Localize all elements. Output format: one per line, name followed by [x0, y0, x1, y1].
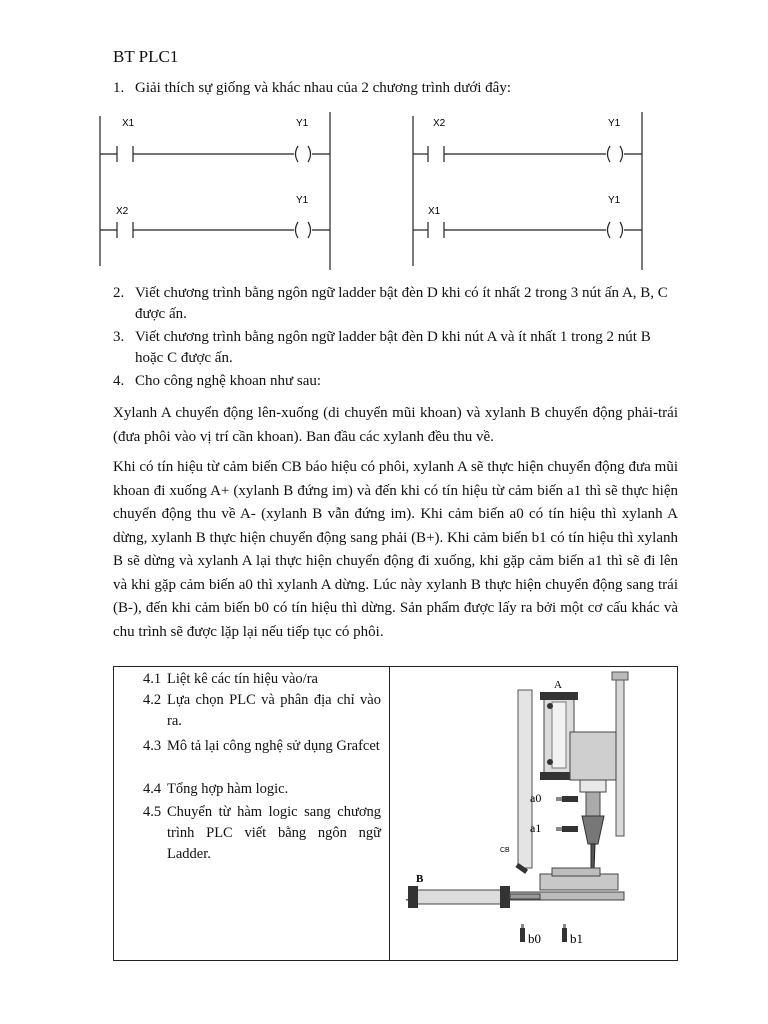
- ladder-right-rung2-coil: Y1: [608, 195, 621, 206]
- subtask-number: 4.1: [143, 671, 162, 687]
- question-text: Viết chương trình bằng ngôn ngữ ladder bật đèn D khi có ít nhất 2 trong 3 nút ấn A, B, C được ấn.: [135, 285, 668, 322]
- subtask-item: [143, 690, 381, 732]
- sensor-a0-label: a0: [530, 791, 542, 805]
- subtask-number: 4.4: [143, 781, 162, 797]
- ladder-diagrams: [90, 108, 650, 273]
- drilling-machine-figure: [392, 668, 676, 958]
- cylinder-a-label: A: [554, 679, 562, 691]
- drill-chuck: [582, 816, 604, 844]
- question-number: 4.: [113, 373, 125, 389]
- subtask-item: [143, 779, 381, 800]
- subtask-number: 4.2: [143, 692, 162, 708]
- question-1-text: Giải thích sự giống và khác nhau của 2 chương trình dưới đây:: [135, 80, 512, 96]
- ladder-left-rung1-coil: Y1: [296, 118, 309, 129]
- paragraph-process: Khi có tín hiệu từ cảm biến CB báo hiệu có phôi, xylanh A sẽ thực hiện chuyển động đưa mũi khoan đi xuống A+ (xylanh B đứng im) và đến khi có tín hiệu từ cảm biến a1 thì sẽ thực hiện chuyển động thu về A- (xylanh B vẫn đứng im). Khi cảm biến a0 có tín hiệu thì xylanh A dừng, xylanh B thực hiện chuyển động sang phải (B+). Khi cảm biến b1 có tín hiệu thì xylanh B sẽ dừng và xylanh A lại thực hiện chuyển động đi xuống, khi gặp cảm biến a1 thì sẽ đi lên và khi gặp cảm biến a0 thì xylanh A dừng. Lúc này xylanh B thực hiện chuyển động sang trái (B-), đến khi cảm biến b0 có tín hiệu thì dừng. Sản phẩm được lấy ra bởi một cơ cấu khác và chu trình sẽ được lặp lại nếu tiếp tục có phôi.: [113, 459, 678, 640]
- sensor-a1-label: a1: [530, 821, 542, 835]
- page-title: BT PLC1: [113, 47, 179, 66]
- ladder-left-rung1-contact: X1: [122, 118, 135, 129]
- question-text: Cho công nghệ khoan như sau:: [135, 373, 322, 389]
- sensor-b0-label: b0: [528, 931, 541, 946]
- question-text: Viết chương trình bằng ngôn ngữ ladder bật đèn D khi nút A và ít nhất 1 trong 2 nút B hoặc C được ấn.: [135, 329, 651, 366]
- cylinder-b-label: B: [416, 873, 424, 885]
- table-divider: [389, 667, 390, 960]
- question-number: 2.: [113, 285, 125, 301]
- question-number: 3.: [113, 329, 125, 345]
- sensor-b1-label: b1: [570, 931, 583, 946]
- paragraph-intro: Xylanh A chuyển động lên-xuống (di chuyển mũi khoan) và xylanh B chuyển động phải-trái (đưa phôi vào vị trí cần khoan). Ban đầu các xylanh đều thu về.: [113, 405, 678, 445]
- spindle-head: [570, 732, 616, 780]
- ladder-right-rung1-coil: Y1: [608, 118, 621, 129]
- subtask-text: Mô tả lại công nghệ sử dụng Grafcet: [167, 738, 380, 754]
- subtask-number: 4.5: [143, 804, 162, 820]
- question-item-3: [113, 327, 673, 369]
- ladder-left-rung2-contact: X2: [116, 206, 129, 217]
- ladder-right-rung2-contact: X1: [428, 206, 441, 217]
- machine-column: [518, 690, 532, 868]
- subtask-text: Lựa chọn PLC và phân địa chỉ vào ra.: [167, 692, 381, 729]
- subtask-text: Tổng hợp hàm logic.: [167, 781, 289, 797]
- sensor-a1-icon: [556, 826, 578, 832]
- subtask-text: Chuyển từ hàm logic sang chương trình PLC viết bằng ngôn ngữ Ladder.: [167, 804, 381, 862]
- subtask-item: [143, 802, 381, 865]
- ladder-left-rung2-coil: Y1: [296, 195, 309, 206]
- subtask-text: Liệt kê các tín hiệu vào/ra: [167, 671, 318, 687]
- guide-rod: [616, 676, 624, 836]
- sensor-b1-icon: [562, 924, 567, 942]
- question-item-4: [113, 371, 673, 392]
- sensor-b0-icon: [520, 924, 525, 942]
- question-list: [113, 283, 673, 394]
- sensor-a0-icon: [556, 796, 578, 802]
- question-item-2: [113, 283, 673, 325]
- ladder-right-rung1-contact: X2: [433, 118, 446, 129]
- subtask-item: [143, 736, 381, 757]
- subtask-item: [143, 669, 381, 690]
- subtask-number: 4.3: [143, 738, 162, 754]
- question-1-number: 1.: [113, 80, 125, 96]
- cylinder-b: [408, 886, 540, 908]
- sensor-cb-label: CB: [500, 847, 510, 854]
- question-1: [113, 80, 511, 97]
